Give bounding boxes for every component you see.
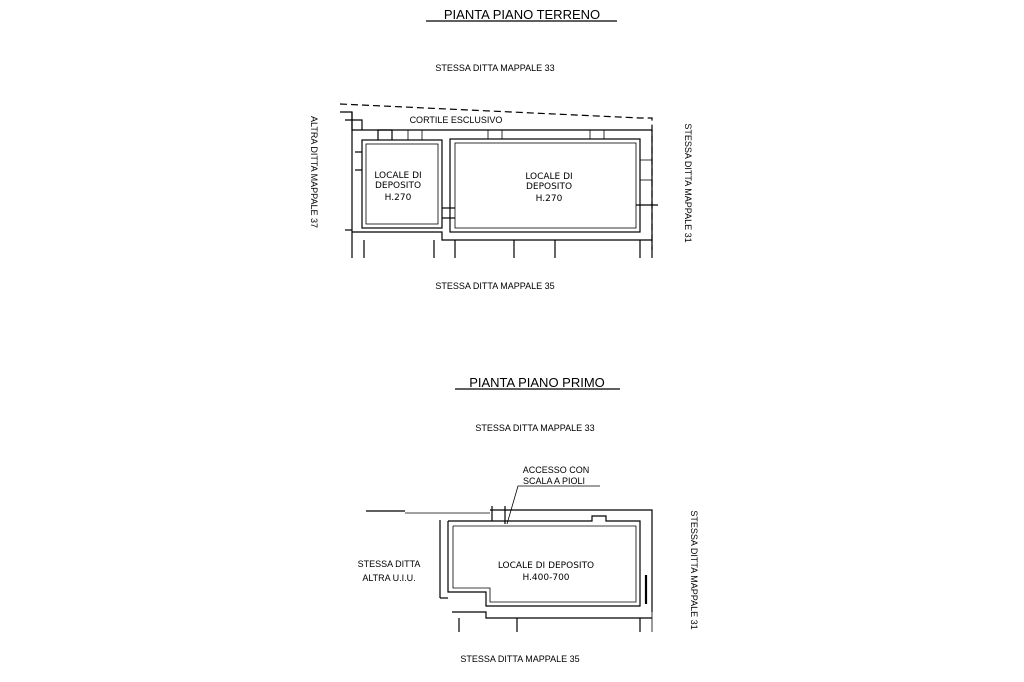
room-right-name-line1: LOCALE DI [525, 172, 573, 182]
access-leader-line [507, 486, 600, 524]
first-room-height: H.400-700 [522, 573, 570, 583]
first-floor-title: PIANTA PIANO PRIMO [469, 375, 605, 390]
first-south-wall [452, 612, 652, 618]
room-right-name-line2: DEPOSITO [525, 182, 573, 192]
room-left-window-2 [408, 130, 422, 140]
first-room-name: LOCALE DI DEPOSITO [497, 561, 595, 571]
first-floor-plan [358, 375, 699, 664]
room-right-window-1 [488, 130, 502, 139]
access-note-line1: ACCESSO CON [522, 465, 590, 475]
ground-floor-plan [309, 7, 693, 291]
room-left-height: H.270 [384, 193, 412, 203]
access-note-line2: SCALA A PIOLI [522, 476, 586, 486]
ground-floor-title: PIANTA PIANO TERRENO [443, 7, 601, 22]
first-east-label: STESSA DITTA MAPPALE 31 [689, 510, 699, 630]
first-north-label: STESSA DITTA MAPPALE 33 [475, 423, 595, 433]
room-right-height: H.270 [535, 194, 563, 204]
ground-east-label: STESSA DITTA MAPPALE 31 [683, 123, 693, 243]
ground-north-label: STESSA DITTA MAPPALE 33 [435, 63, 555, 73]
ground-west-label: ALTRA DITTA MAPPALE 37 [309, 115, 319, 229]
first-south-label: STESSA DITTA MAPPALE 35 [460, 654, 580, 664]
first-west-label-line1: STESSA DITTA [357, 559, 421, 569]
south-wall [352, 232, 652, 240]
room-left-name-line2: DEPOSITO [374, 181, 422, 191]
room-right-window-2 [590, 130, 604, 139]
room-left-name-line1: LOCALE DI [374, 171, 422, 181]
courtyard-label: CORTILE ESCLUSIVO [409, 115, 503, 125]
room-left-window [378, 130, 392, 140]
north-wall-detail [345, 120, 362, 130]
ground-south-label: STESSA DITTA MAPPALE 35 [435, 281, 555, 291]
first-west-label-line2: ALTRA U.I.U. [362, 573, 416, 583]
